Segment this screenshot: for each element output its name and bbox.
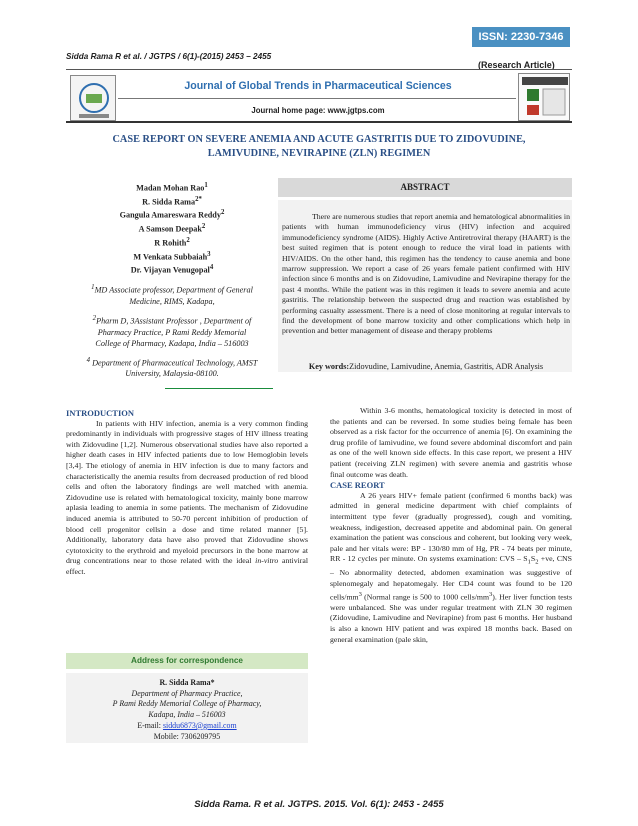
- introduction-paragraph: In patients with HIV infection, anemia is a very common finding predominantly in individuals with progressive stages of HIV illness treating with Zidovudine [1,2]. Numerous observational studies have also reported a higher death cases in HIV infected patients due to low Hemoglobin levels [3,4]. The etiology of anemia in HIV infection is due to many factors and characteristically the anemia results from decreased production of red blood cells and often the laboratory findings are well matched with anemia. Zidovudine use is related with hematological toxicity, mainly bone marrow aplasia leading to anemia in some patients. The mechanism of Zidovudine induced anemia is attributed to 50-70 percent inhibition of production of blood cell progenitor cellsin a dose and time related manner [5]. Additionally, laboratory data have also proved that Zidovudine shows cytotoxicity to the erythroid and myeloid precursors in the bone marrow at drug concentrations near to those related with the ideal in-vitro antiviral effect.: [66, 418, 308, 576]
- title-line-1: CASE REPORT ON SEVERE ANEMIA AND ACUTE GASTRITIS DUE TO ZIDOVUDINE,: [112, 134, 526, 145]
- correspondence-details: [66, 678, 308, 742]
- case-report-paragraph: A 26 years HIV+ female patient (confirmed 6 months back) was admitted in general medicine department with chief complaints of intermittent type fever (gradually progressed), cough and vomiting, weakness, indigestion, decreased appetite and abdominal pain. On general examination the patient was conscious and coherent, but looking very week, pale and her vitals were: BP - 130/80 mm of Hg, PR - 74 beats per minute, RR - 12 cycles per minute. On systems examination: CVS – $S_1S_2 +ve$, CNS – No abnormality detected, abdomen examination was suggestive of splenomegaly and hepatomegaly. Her CD4 count was found to be 120 cells/$mm^3$ (Normal range is 500 to 1000 cells/$mm^3$). Her liver function tests were unbalanced. She was under regular treatment with ZLN 30 regimen (Zidovudine, Lamivudine and Nevirapine) from past 6 months. Her husband is also a known HIV patient and was expired 18 months back. Based on general examination (pale skin,: [330, 490, 572, 644]
- affiliation: $^1$MD Associate professor, Department of General Medicine, RIMS, Kadapa,: [91, 284, 253, 306]
- title-line-2: LAMIVUDINE, NEVIRAPINE (ZLN) REGIMEN: [207, 148, 431, 159]
- running-citation: Sidda Rama R et al. / JGTPS / 6(1)-(2015) 2453 – 2455: [66, 52, 272, 61]
- header-rule: [66, 69, 572, 70]
- issn-badge: ISSN: 2230-7346: [472, 27, 570, 47]
- abstract-text: There are numerous studies that report anemia and hematological abnormalities in patients with human immunodeficiency virus (HIV) infection and acquired immunodeficiency syndrome (AIDS). Highly Active Antiretroviral therapy (HAART) is the best suited regimen that is potent enough to reduce the viral load in patients with HIV/AIDS. On the other hand, this regimen has the tendency to cause anemia and bone marrow suppression. We report a case of 26 years female patient confirmed with HIV infection since 6 months and is on Zidovudine, Lamivudine and Nevirapine therapy for the past 4 months. While the patient was in this regimen it leads to severe anemia and acute gastritis. The relationship between the suspected drug and reaction was established by performing casualty assessment. There is a need of close monitoring at regular intervals to find the development of bone marrow toxicity and other complications which help in prevention and better management of disease and therapy problems: [282, 212, 570, 336]
- body-paragraph: Within 3-6 months, hematological toxicity is detected in most of the patients and can be reversed. In some studies being female has been observed as a risk factor for the occurrence of anemia [6]. On examining the drug profile of lamivudine, we found severe abdominal discomfort and pain as one of the well known side effects. In this case report, we present a HIV patient (receiving ZLN regimen) with severe anemia and gastritis whose final outcome was death.: [330, 406, 572, 479]
- author: A Samson Deepak$^2$: [138, 223, 206, 234]
- correspondence-email: E-mail: siddu6873@gmail.com: [137, 720, 237, 730]
- journal-name: Journal of Global Trends in Pharmaceutical Sciences: [184, 80, 452, 92]
- author: R Rohith$^2$: [154, 236, 190, 248]
- keywords: Key words:Zidovudine, Lamivudine, Anemia, Gastritis, ADR Analysis: [308, 362, 544, 371]
- abstract-heading: ABSTRACT: [278, 178, 572, 197]
- case-report-heading: CASE REORT: [330, 480, 385, 491]
- correspondence-college: P Rami Reddy Memorial College of Pharmacy,: [112, 699, 262, 709]
- author: R. Sidda Rama$^{2*}$: [142, 195, 202, 207]
- article-type: (Research Article): [478, 60, 555, 70]
- article-title: [66, 133, 572, 161]
- journal-homepage: Journal home page: www.jgtps.com: [251, 106, 385, 115]
- correspondence-mobile: Mobile: 7306209795: [153, 731, 221, 741]
- masthead-rule: [66, 121, 572, 123]
- correspondence-dept: Department of Pharmacy Practice,: [131, 688, 243, 698]
- author: Gangula Amareswara Reddy$^2$: [119, 209, 225, 221]
- email-link[interactable]: siddu6873@gmail.com: [162, 720, 237, 730]
- page-footer: Sidda Rama. R et al. JGTPS. 2015. Vol. 6(1): 2453 - 2455: [194, 799, 444, 810]
- introduction-heading: INTRODUCTION: [66, 408, 135, 418]
- author: M Venkata Subbaiah$^3$: [133, 250, 211, 262]
- journal-rule: [118, 98, 516, 99]
- correspondence-name: R. Sidda Rama*: [159, 678, 215, 687]
- author: Madan Mohan Rao$^1$: [136, 182, 208, 193]
- correspondence-city: Kadapa, India – 516003: [148, 710, 226, 720]
- right-column: [330, 406, 572, 645]
- affiliation: $^2$Pharm D, 3Assistant Professor , Department of Pharmacy Practice, P Rami Reddy Memorial College of Pharmacy, Kadapa, India – 516003: [92, 314, 252, 348]
- author: Dr. Vijayan Venugopal$^4$: [130, 264, 214, 276]
- correspondence-heading: Address for correspondence: [66, 653, 308, 669]
- left-column: [66, 408, 308, 578]
- journal-logo: [70, 75, 116, 121]
- author-block: [84, 180, 260, 379]
- affiliation-rule: [165, 388, 273, 389]
- journal-cover-image: [518, 73, 570, 121]
- affiliation: $^4$ Department of Pharmaceutical Technology, AMST University, Malaysia-08100.: [86, 356, 258, 379]
